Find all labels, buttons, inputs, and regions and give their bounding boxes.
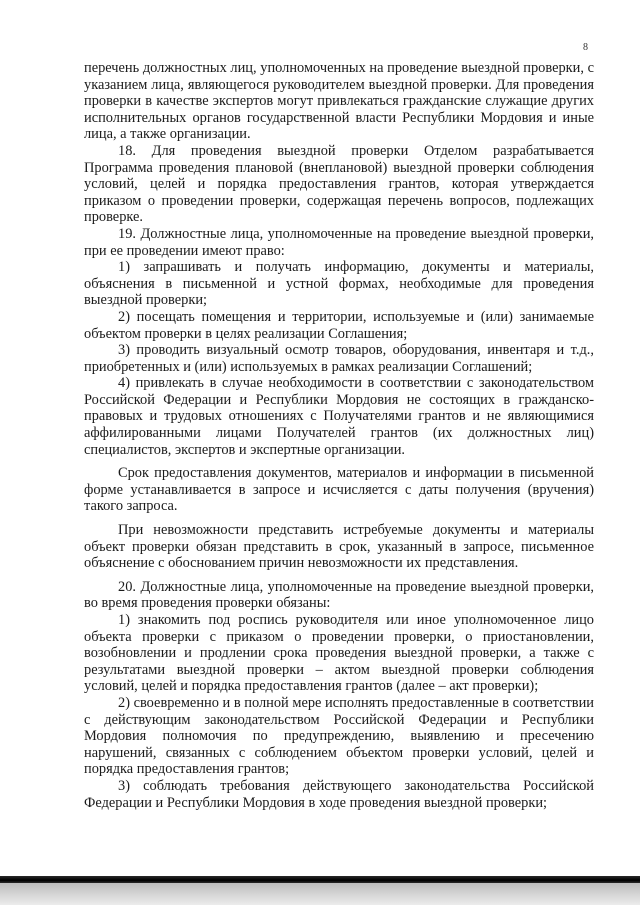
page-number: 8 xyxy=(583,42,588,53)
paragraph-continuation: перечень должностных лиц, уполномоченных на проведение выездной проверки, с указанием лица, являющегося руководителем выездной проверки. Для проведения проверки в качестве экспертов могут привлекаться гражданские служащие других исполнительных органов государственной власти Республики Мордовия и иные лица, а также организации. xyxy=(84,60,594,143)
document-body xyxy=(84,60,594,811)
list-item-19-1: 1) запрашивать и получать информацию, документы и материалы, объяснения в письменной и устной формах, необходимые для проведения выездной проверки; xyxy=(84,259,594,309)
paragraph-19: 19. Должностные лица, уполномоченные на проведение выездной проверки, при ее проведении имеют право: xyxy=(84,225,594,259)
list-item-19-3: 3) проводить визуальный осмотр товаров, оборудования, инвентаря и т.д., приобретенных и (или) используемых в рамках реализации Соглашений; xyxy=(84,342,594,375)
list-item-20-1: 1) знакомить под роспись руководителя или иное уполномоченное лицо объекта проверки с приказом о проведении проверки, о приостановлении, возобновлении и продлении срока проведения выездной проверки, а также с результатами выездной проверки – актом выездной проверки соблюдения условий, целей и порядка предоставления грантов (далее – акт проверки); xyxy=(84,612,594,695)
paragraph-term: Срок предоставления документов, материалов и информации в письменной форме устанавливается в запросе и исчисляется с даты получения (вручения) такого запроса. xyxy=(84,465,594,515)
paragraph-impossibility: При невозможности представить истребуемые документы и материалы объект проверки обязан представить в срок, указанный в запросе, письменное объяснение с обоснованием причин невозможности их представления. xyxy=(84,522,594,572)
scan-edge-shadow xyxy=(0,876,640,883)
list-item-19-2: 2) посещать помещения и территории, используемые и (или) занимаемые объектом проверки в целях реализации Соглашения; xyxy=(84,308,594,342)
paragraph-20: 20. Должностные лица, уполномоченные на проведение выездной проверки, во время проведения проверки обязаны: xyxy=(84,578,594,612)
list-item-20-3: 3) соблюдать требования действующего законодательства Российской Федерации и Республики Мордовия в ходе проведения выездной проверки; xyxy=(84,777,594,811)
list-item-20-2: 2) своевременно и в полной мере исполнять предоставленные в соответствии с действующим законодательством Российской Федерации и Республики Мордовия полномочия по предупреждению, выявлению и пресечению нарушений, связанных с соблюдением объектом проверки условий, целей и порядка предоставления грантов; xyxy=(84,694,594,778)
scan-edge-gradient xyxy=(0,883,640,905)
paragraph-18: 18. Для проведения выездной проверки Отделом разрабатывается Программа проведения плановой (внеплановой) выездной проверки соблюдения условий, целей и порядка предоставления грантов, которая утверждается приказом о проведении проверки, содержащая перечень вопросов, подлежащих проверке. xyxy=(84,142,594,226)
list-item-19-4: 4) привлекать в случае необходимости в соответствии с законодательством Российской Федерации и Республики Мордовия не состоящих в гражданско-правовых и трудовых отношениях с Получателями грантов и не являющимися аффилированными лицами Получателей грантов (их должностных лиц) специалистов, экспертов и экспертные организации. xyxy=(84,375,594,458)
